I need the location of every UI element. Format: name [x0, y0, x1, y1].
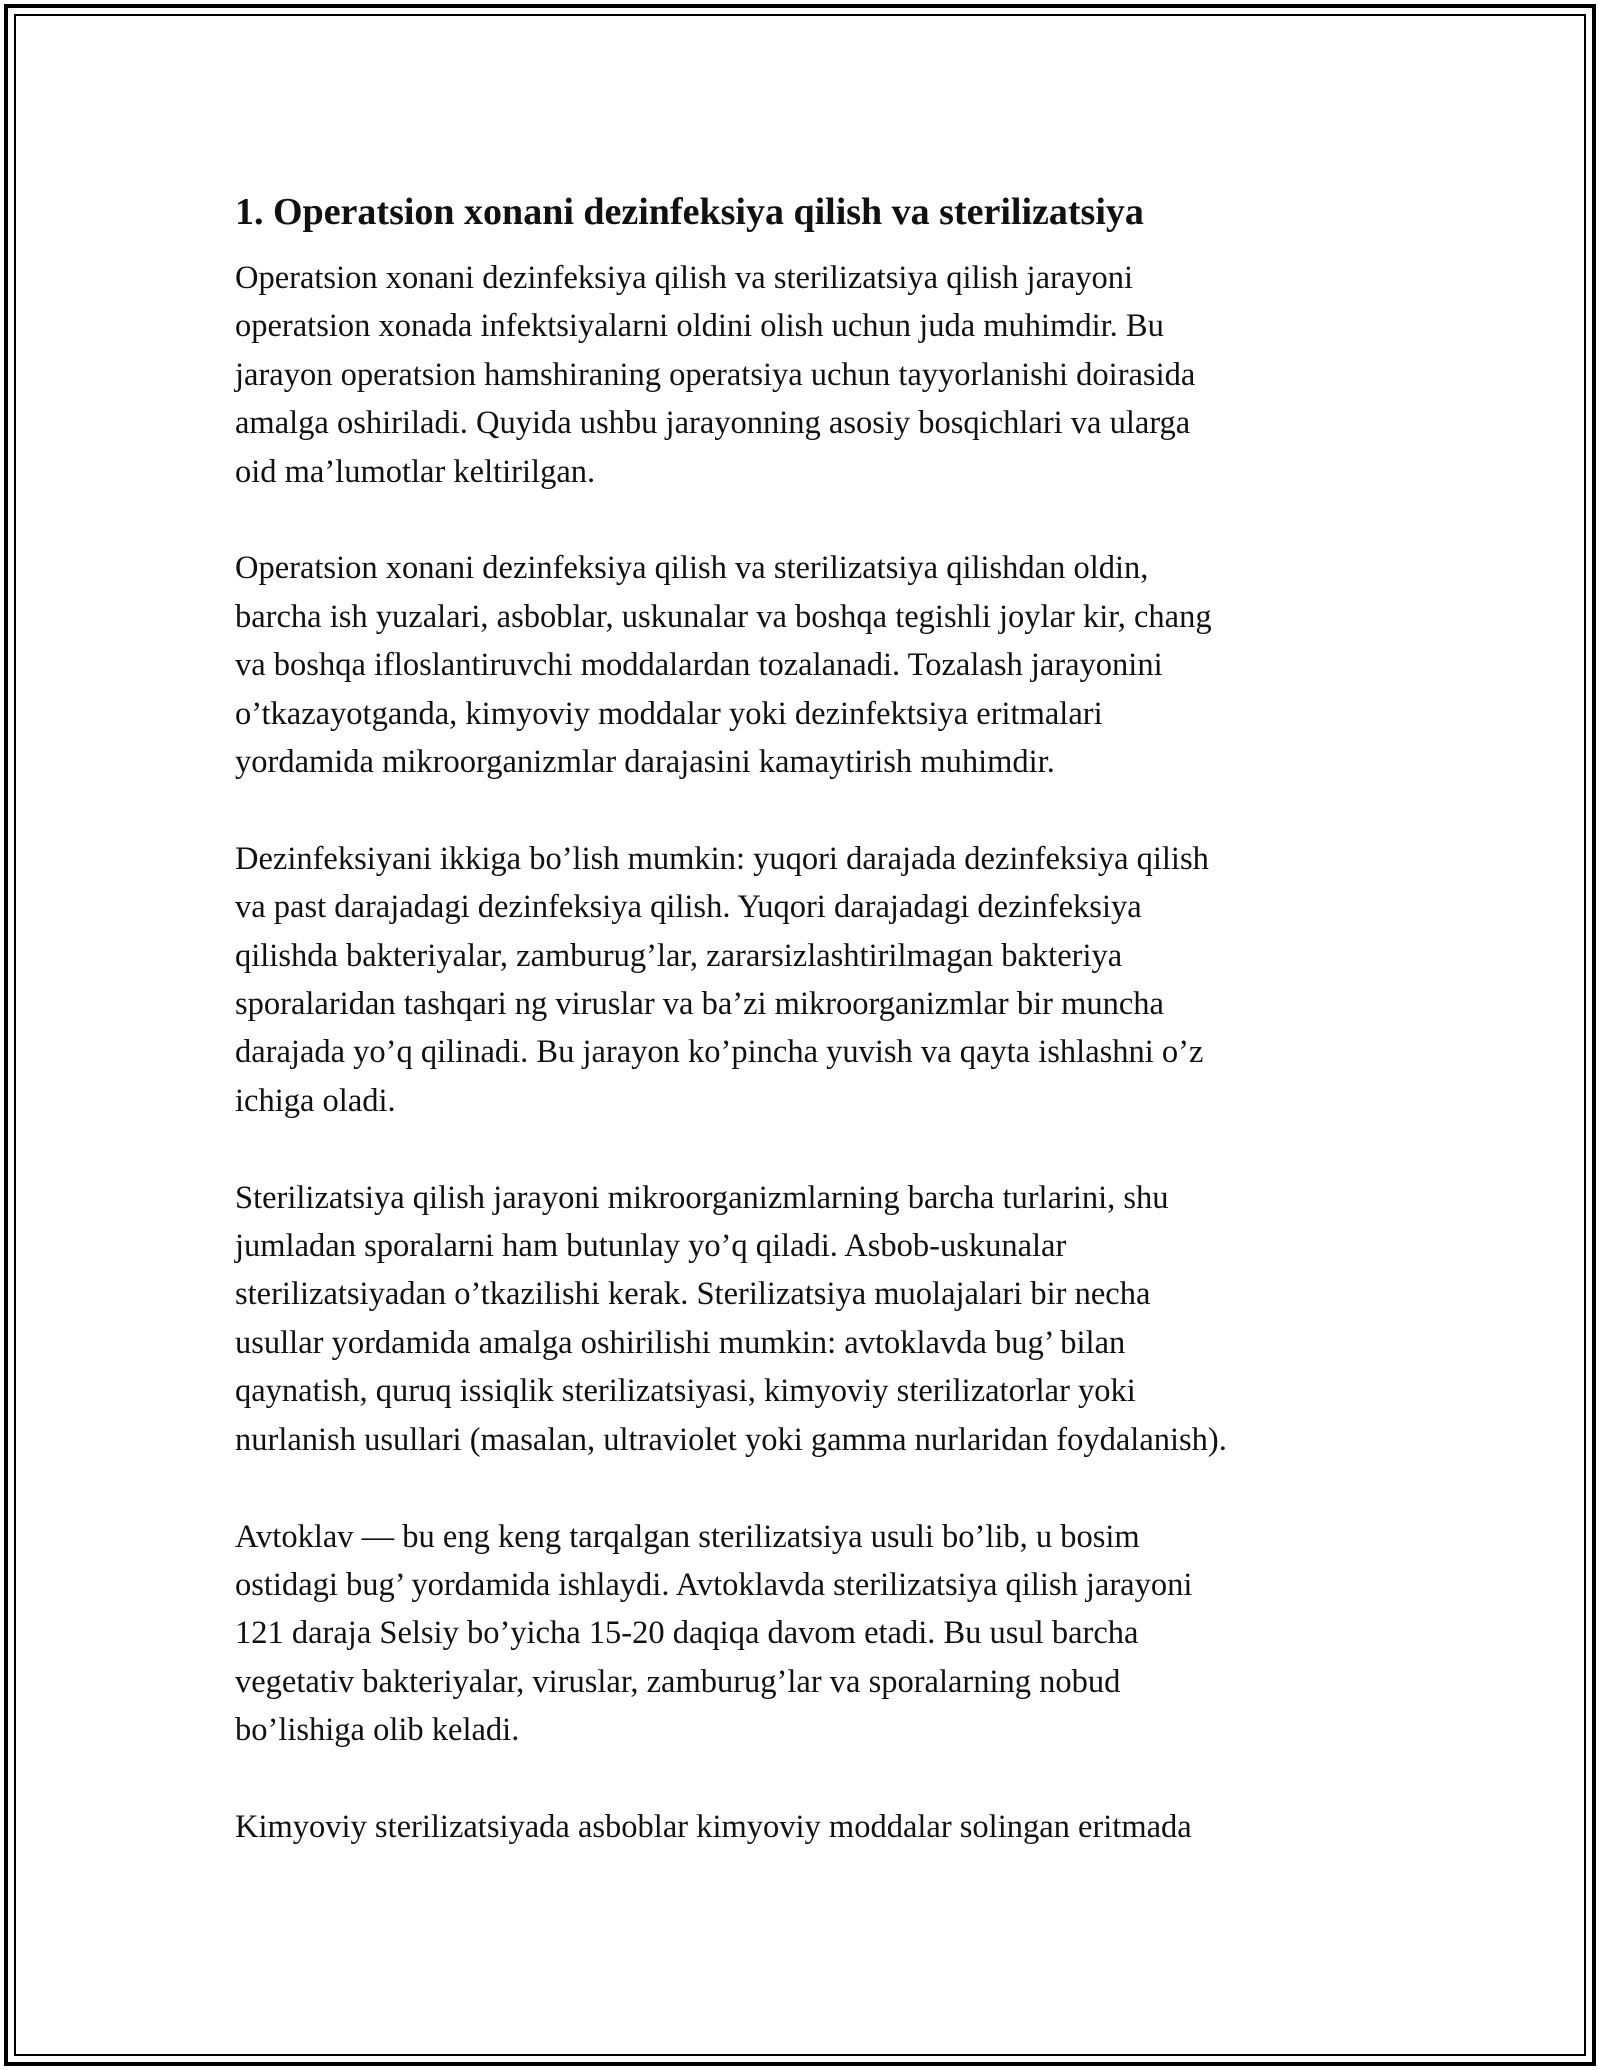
- paragraph-line: va past darajadagi dezinfeksiya qilish. Yuqori darajadagi dezinfeksiya: [235, 889, 1142, 926]
- paragraph-line: amalga oshiriladi. Quyida ushbu jarayonning asosiy bosqichlari va ularga: [235, 405, 1191, 442]
- paragraph-line: operatsion xonada infektsiyalarni oldini olish uchun juda muhimdir. Bu: [235, 308, 1164, 345]
- paragraph-line: nurlanish usullari (masalan, ultraviolet yoki gamma nurlaridan foydalanish).: [235, 1421, 1227, 1458]
- paragraph-line: ichiga oladi.: [235, 1082, 396, 1119]
- paragraph-line: qilishda bakteriyalar, zamburug’lar, zararsizlashtirilmagan bakteriya: [235, 937, 1123, 974]
- paragraph-line: Operatsion xonani dezinfeksiya qilish va sterilizatsiya qilishdan oldin,: [235, 550, 1149, 587]
- paragraph-line: barcha ish yuzalari, asboblar, uskunalar va boshqa tegishli joylar kir, chang: [235, 598, 1212, 635]
- paragraph-line: sterilizatsiyadan o’tkazilishi kerak. Sterilizatsiya muolajalari bir necha: [235, 1276, 1151, 1313]
- paragraph-line: yordamida mikroorganizmlar darajasini kamaytirish muhimdir.: [235, 744, 1055, 781]
- paragraph-line: bo’lishiga olib keladi.: [235, 1712, 520, 1749]
- paragraph-line: Sterilizatsiya qilish jarayoni mikroorganizmlarning barcha turlarini, shu: [235, 1179, 1169, 1216]
- paragraph: [235, 1803, 1365, 1851]
- paragraph-line: Dezinfeksiyani ikkiga bo’lish mumkin: yuqori darajada dezinfeksiya qilish: [235, 840, 1209, 877]
- paragraph-line: sporalaridan tashqari ng viruslar va ba’zi mikroorganizmlar bir muncha: [235, 986, 1164, 1023]
- paragraph-line: jarayon operatsion hamshiraning operatsiya uchun tayyorlanishi doirasida: [235, 356, 1196, 393]
- paragraph-line: ostidagi bug’ yordamida ishlaydi. Avtoklavda sterilizatsiya qilish jarayoni: [235, 1566, 1193, 1603]
- paragraph: [235, 1513, 1365, 1755]
- paragraph: [235, 835, 1365, 1125]
- paragraph-line: Kimyoviy sterilizatsiyada asboblar kimyoviy moddalar solingan eritmada: [235, 1808, 1192, 1845]
- paragraph-line: Operatsion xonani dezinfeksiya qilish va sterilizatsiya qilish jarayoni: [235, 260, 1134, 296]
- paragraph: [235, 1174, 1365, 1464]
- paragraph-list: [235, 254, 1365, 1851]
- paragraph-line: va boshqa ifloslantiruvchi moddalardan tozalanadi. Tozalash jarayonini: [235, 647, 1163, 684]
- paragraph-line: Avtoklav — bu eng keng tarqalgan sterilizatsiya usuli bo’lib, u bosim: [235, 1518, 1140, 1555]
- paragraph-line: darajada yo’q qilinadi. Bu jarayon ko’pincha yuvish va qayta ishlashni o’z: [235, 1034, 1204, 1071]
- paragraph-line: o’tkazayotganda, kimyoviy moddalar yoki dezinfektsiya eritmalari: [235, 695, 1103, 732]
- paragraph-line: 121 daraja Selsiy bo’yicha 15-20 daqiqa davom etadi. Bu usul barcha: [235, 1615, 1139, 1652]
- section-heading: 1. Operatsion xonani dezinfeksiya qilish va sterilizatsiya: [235, 191, 1144, 233]
- paragraph: [235, 254, 1365, 496]
- paragraph-line: vegetativ bakteriyalar, viruslar, zamburug’lar va sporalarning nobud: [235, 1663, 1121, 1700]
- document-body: [235, 184, 1365, 1900]
- paragraph-line: oid ma’lumotlar keltirilgan.: [235, 453, 596, 490]
- paragraph-line: qaynatish, quruq issiqlik sterilizatsiyasi, kimyoviy sterilizatorlar yoki: [235, 1373, 1136, 1410]
- paragraph-line: jumladan sporalarni ham butunlay yo’q qiladi. Asbob-uskunalar: [235, 1228, 1067, 1265]
- paragraph: [235, 544, 1365, 786]
- paragraph-line: usullar yordamida amalga oshirilishi mumkin: avtoklavda bug’ bilan: [235, 1324, 1126, 1361]
